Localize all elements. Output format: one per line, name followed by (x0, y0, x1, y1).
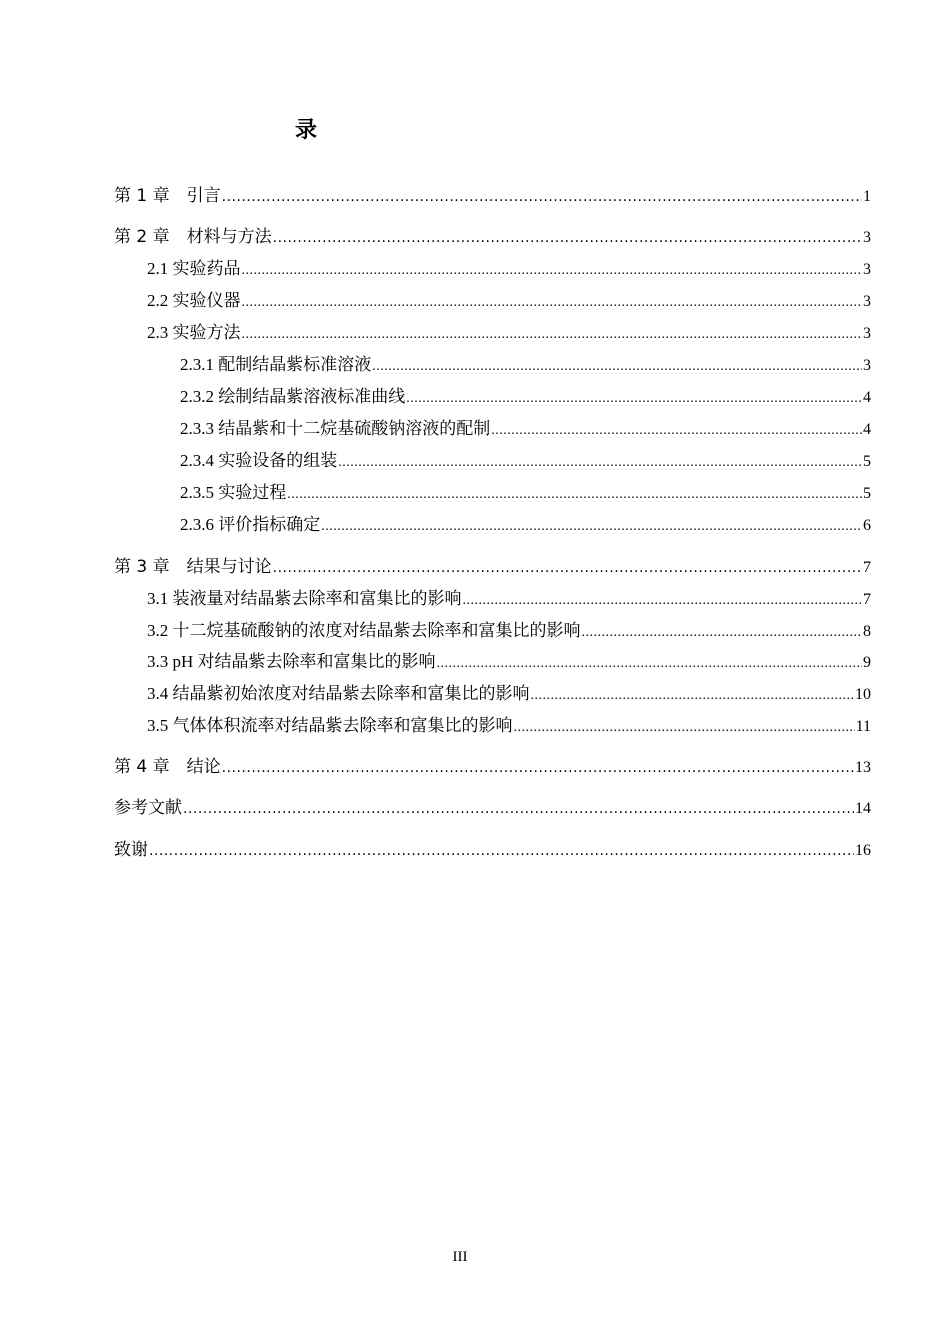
leader-dots (372, 355, 862, 379)
toc-entry-label: 3.2 十二烷基硫酸钠的浓度对结晶紫去除率和富集比的影响 (147, 621, 581, 640)
toc-entry[interactable] (114, 838, 871, 862)
toc-entry-page: 3 (863, 357, 871, 374)
toc-entry-page: 4 (863, 389, 871, 406)
leader-dots (222, 185, 862, 209)
toc-entry-page: 7 (863, 591, 871, 608)
leader-dots (338, 451, 862, 475)
toc-entry-page: 14 (855, 800, 871, 817)
toc-entry-page: 5 (863, 453, 871, 470)
leader-dots (531, 684, 855, 708)
toc-entry[interactable] (180, 513, 871, 537)
leader-dots (273, 556, 862, 580)
toc-entry-page: 11 (855, 718, 871, 735)
toc-entry-label: 2.3.3 结晶紫和十二烷基硫酸钠溶液的配制 (180, 419, 491, 438)
toc-entry[interactable] (147, 257, 871, 281)
toc-entry-label: 3.5 气体体积流率对结晶紫去除率和富集比的影响 (147, 716, 513, 735)
toc-entry-label: 3.1 装液量对结晶紫去除率和富集比的影响 (147, 589, 462, 608)
leader-dots (287, 483, 862, 507)
toc-entry[interactable] (147, 650, 871, 674)
leader-dots (222, 756, 854, 780)
toc-entry[interactable] (147, 682, 871, 706)
toc-entry-label: 第 2 章 材料与方法 (114, 227, 272, 247)
toc-entry-label: 3.4 结晶紫初始浓度对结晶紫去除率和富集比的影响 (147, 684, 530, 703)
toc-entry[interactable] (147, 619, 871, 643)
toc-entry-page: 16 (855, 842, 871, 859)
toc-entry-page: 10 (855, 686, 871, 703)
toc-entry-label: 致谢 (114, 840, 148, 860)
leader-dots (242, 323, 863, 347)
toc-entry-page: 7 (863, 559, 871, 576)
toc-entry-page: 3 (863, 261, 871, 278)
toc-entry[interactable] (114, 796, 871, 820)
toc-entry-label: 2.3.1 配制结晶紫标准溶液 (180, 355, 372, 374)
toc-entry-label: 2.3.5 实验过程 (180, 483, 287, 502)
leader-dots (406, 387, 862, 411)
toc-entry-label: 第 1 章 引言 (114, 186, 221, 206)
leader-dots (514, 716, 855, 740)
leader-dots (183, 797, 854, 821)
leader-dots (582, 621, 863, 645)
toc-entry-label: 2.1 实验药品 (147, 259, 241, 278)
toc-entry[interactable] (114, 555, 871, 579)
toc-entry-page: 8 (863, 623, 871, 640)
toc-entry-label: 2.3 实验方法 (147, 323, 241, 342)
toc-entry-page: 1 (863, 188, 871, 205)
toc-title: 录 (295, 118, 318, 143)
toc-entry[interactable] (147, 714, 871, 738)
toc-entry-label: 2.3.6 评价指标确定 (180, 515, 321, 534)
toc-entry-page: 3 (863, 325, 871, 342)
toc-entry[interactable] (180, 449, 871, 473)
toc-entry-page: 3 (863, 293, 871, 310)
toc-entry-label: 2.2 实验仪器 (147, 291, 241, 310)
toc-entry-page: 5 (863, 485, 871, 502)
toc-entry[interactable] (147, 289, 871, 313)
leader-dots (463, 589, 863, 613)
toc-entry-label: 第 3 章 结果与讨论 (114, 557, 272, 577)
leader-dots (242, 291, 863, 315)
page-number: III (452, 1249, 468, 1265)
leader-dots (149, 839, 854, 863)
toc-entry-page: 6 (863, 517, 871, 534)
leader-dots (242, 259, 863, 283)
toc-entry-page: 9 (863, 654, 871, 671)
leader-dots (491, 419, 862, 443)
leader-dots (437, 652, 862, 676)
toc-entry[interactable] (180, 385, 871, 409)
leader-dots (273, 226, 862, 250)
toc-entry[interactable] (147, 321, 871, 345)
leader-dots (321, 515, 862, 539)
toc-entry[interactable] (180, 417, 871, 441)
toc-entry-label: 2.3.2 绘制结晶紫溶液标准曲线 (180, 387, 406, 406)
toc-entry-label: 3.3 pH 对结晶紫去除率和富集比的影响 (147, 652, 436, 671)
toc-entry[interactable] (180, 353, 871, 377)
toc-entry[interactable] (180, 481, 871, 505)
toc-entry[interactable] (114, 184, 871, 208)
toc-entry[interactable] (114, 755, 871, 779)
toc-entry-page: 3 (863, 229, 871, 246)
toc-entry-page: 13 (855, 759, 871, 776)
toc-entry-label: 参考文献 (114, 798, 182, 818)
toc-entry-label: 2.3.4 实验设备的组装 (180, 451, 338, 470)
toc-entry-label: 第 4 章 结论 (114, 757, 221, 777)
toc-entry[interactable] (147, 587, 871, 611)
toc-entry[interactable] (114, 225, 871, 249)
toc-entry-page: 4 (863, 421, 871, 438)
